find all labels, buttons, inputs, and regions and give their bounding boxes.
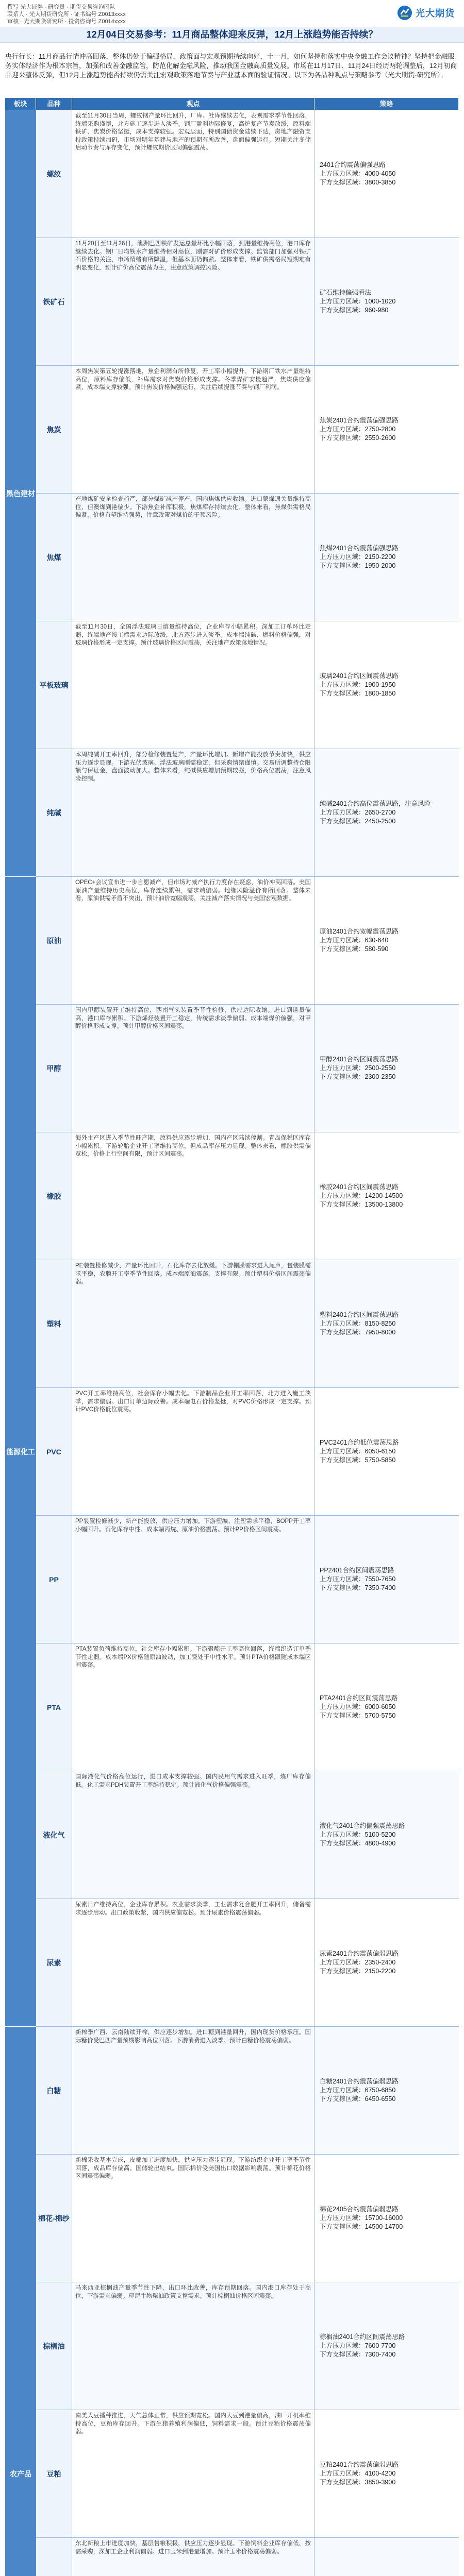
strategy-line: 原油2401合约宽幅震荡思路 [320, 928, 399, 935]
strategy-line: 上方压力区域：8150-8250 [320, 1320, 396, 1327]
strategy-line: 2401合约震荡偏强思路 [320, 161, 386, 168]
brand-logo-text: 光大期货 [416, 8, 455, 19]
strategy-line: 下方支撑区域：3850-3900 [320, 2479, 396, 2486]
variety-name: 铁矿石 [36, 238, 72, 366]
view-text: 国内甲醇装置开工维持高位，西南气头装置季节性检修，供应边际收缩。进口到港量偏高，港口库存累积。下游烯烃装置开工稳定，传统需求淡季偏弱。成本端煤价偏强，对甲醇价格形成支撑。预计甲醇价格区间震荡。 [72, 1005, 314, 1132]
strategy-line: 上方压力区域：6750-6850 [320, 2087, 396, 2094]
variety-name: 焦煤 [36, 494, 72, 621]
sector-cell: 农产品 [5, 2027, 36, 2576]
strategy-line: 橡胶2401合约区间震荡思路 [320, 1183, 399, 1191]
strategy-cell [314, 366, 459, 494]
variety-name: 尿素 [36, 1899, 72, 2027]
view-text: PE装置检修减少，产量环比回升，石化库存去化放缓。下游棚膜需求进入尾声，包装膜需求平稳，农膜开工率季节性回落。成本端原油震荡，支撑有限。预计塑料价格区间震荡偏弱。 [72, 1260, 314, 1388]
strategy-line: 棉花2405合约震荡偏弱思路 [320, 2206, 399, 2213]
strategy-line: 下方支撑区域：13500-13800 [320, 1201, 403, 1208]
strategy-cell [314, 1388, 459, 1516]
title-band [0, 27, 464, 43]
view-text: 本周纯碱开工率回升，部分检修装置复产，产量环比增加。新增产能投放节奏加快，供应压力逐步显现。下游光伏玻璃、浮法玻璃刚需稳定，但采购情绪谨慎。交易所调整持仓限额与保证金，盘面波动加大。整体来看，纯碱供应增加预期较强，价格高位震荡，注意风险控制。 [72, 749, 314, 877]
strategy-cell [314, 1132, 459, 1260]
strategy-line: 下方支撑区域：2550-2600 [320, 434, 396, 442]
strategy-line: 下方支撑区域：7950-8000 [320, 1329, 396, 1336]
strategy-line: 下方支撑区域：5750-5850 [320, 1456, 396, 1464]
strategy-line: 上方压力区域：5100-5200 [320, 1831, 396, 1838]
view-text: 新棉采收基本完成，皮棉加工进度加快，供应压力逐步显现。下游纺织企业开工率季节性回落，成品库存偏高。国储轮出结束。国际棉价受美国出口数据影响震荡。预计棉花价格区间震荡偏弱。 [72, 2155, 314, 2282]
strategy-line: 上方压力区域：2750-2800 [320, 426, 396, 433]
strategy-cell [314, 1516, 459, 1643]
view-text: 东北新粮上市进度加快，基层售粮积极，供应压力逐步显现。下游饲料企业库存偏低，按需采购，深加工企业利润偏弱。进口玉米到港量增加。预计玉米价格震荡偏弱。 [72, 2538, 314, 2576]
strategy-line: 豆粕2401合约震荡偏弱思路 [320, 2461, 399, 2468]
strategy-line: 液化气2401合约偏强震荡思路 [320, 1822, 405, 1829]
strategy-line: 上方压力区域：4000-4050 [320, 170, 396, 177]
analyst-line: 联系人 · 光大期货研究所 · 证书编号 Z0013xxxx [7, 11, 126, 18]
strategy-line: 上方压力区域：14200-14500 [320, 1192, 403, 1199]
strategy-cell [314, 1771, 459, 1899]
view-text: OPEC+会议宣布进一步自愿减产，但市场对减产执行力度存在疑虑，油价冲高回落。美国原油产量维持历史高位，库存连续累积，需求端偏弱。地缘风险溢价有所回落。整体来看，原油供需矛盾不突出，预计油价宽幅震荡，关注减产落实情况与美国宏观数据。 [72, 877, 314, 1005]
strategy-line: 下方支撑区域：1950-2000 [320, 562, 396, 569]
strategy-line: 下方支撑区域：5700-5750 [320, 1712, 396, 1719]
view-text: 截至11月30日当周，螺纹钢产量环比回升，厂库、社库继续去化，表观需求季节性回落，终端采购谨慎，北方施工逐步进入淡季。钢厂盈利边际修复，高炉复产节奏放缓，原料端铁矿、焦炭价格坚挺，成本支撑较强。宏观层面，特别国债资金陆续下达，房地产融资支持政策持续加码，市场对明年基建与地产的预期有所改善，盘面偏强运行。短期关注冬储启动节奏与库存变化，预计螺纹期价区间偏强震荡。 [72, 110, 314, 238]
variety-name: 豆粕 [36, 2410, 72, 2538]
strategy-line: 上方压力区域：15700-16000 [320, 2214, 403, 2222]
strategy-line: 上方压力区域：4100-4200 [320, 2470, 396, 2477]
column-header: 观点 [72, 98, 314, 110]
strategy-cell [314, 749, 459, 877]
variety-name: PP [36, 1516, 72, 1643]
strategy-line: 棕榈油2401合约区间震荡思路 [320, 2333, 405, 2341]
strategy-line: 上方压力区域：2350-2400 [320, 1959, 396, 1966]
strategy-line: 下方支撑区域：3800-3850 [320, 179, 396, 186]
variety-name: 甲醇 [36, 1005, 72, 1132]
view-text: 海外主产区进入季节性旺产期，原料供应逐步增加，国内产区陆续停割。青岛保税区库存小幅累积。下游轮胎企业开工率维持高位，但成品库存压力显现。整体来看，橡胶供需偏宽松，价格上行空间有限，预计区间震荡。 [72, 1132, 314, 1260]
strategy-line: 尿素2401合约震荡偏弱思路 [320, 1950, 399, 1957]
strategy-cell [314, 2155, 459, 2282]
strategy-line: 上方压力区域：7600-7700 [320, 2342, 396, 2349]
strategy-line: 下方支撑区域：14500-14700 [320, 2223, 403, 2230]
sector-cell: 黑色建材 [5, 110, 36, 877]
strategy-line: 下方支撑区域：7300-7400 [320, 2351, 396, 2358]
strategy-line: 下方支撑区域：2150-2200 [320, 1968, 396, 1975]
strategy-line: 上方压力区域：2650-2700 [320, 809, 396, 816]
strategy-line: 下方支撑区域：580-590 [320, 945, 389, 953]
column-header: 板块 [5, 98, 36, 110]
strategy-cell [314, 238, 459, 366]
strategy-line: 焦煤2401合约震荡偏强思路 [320, 545, 399, 552]
strategy-line: 上方压力区域：6050-6150 [320, 1448, 396, 1455]
strategy-line: 玻璃2401合约区间震荡思路 [320, 672, 399, 680]
strategy-cell [314, 2410, 459, 2538]
view-text: 马来西亚棕榈油产量季节性下降，出口环比改善，库存预期回落。国内港口库存处于高位，下游需求偏弱。印尼生物柴油政策支撑需求。预计棕榈油价格区间震荡。 [72, 2282, 314, 2410]
strategy-cell [314, 1643, 459, 1771]
variety-name: PTA [36, 1643, 72, 1771]
view-text: 尿素日产维持高位，企业库存累积。农业需求淡季，工业需求复合肥开工率回升，储备需求逐步启动。出口政策收紧，国内供应偏宽松。预计尿素价格震荡偏弱。 [72, 1899, 314, 2027]
variety-name [36, 2538, 72, 2576]
strategy-line: 矿石维持偏强看法 [320, 289, 372, 296]
strategy-line: 上方压力区域：6000-6050 [320, 1703, 396, 1710]
brand-logo [397, 4, 455, 22]
view-text: PTA装置负荷维持高位，社会库存小幅累积。下游聚酯开工率高位回落，终端织造订单季节性走弱。成本端PX价格随原油波动，加工费处于中性水平。预计PTA价格跟随成本端区间震荡。 [72, 1643, 314, 1771]
strategy-line: 上方压力区域：630-640 [320, 937, 389, 944]
variety-name: 橡胶 [36, 1132, 72, 1260]
strategy-line: 甲醇2401合约区间震荡思路 [320, 1056, 399, 1063]
strategy-line: 下方支撑区域：2450-2500 [320, 818, 396, 825]
strategy-line: 下方支撑区域：4800-4900 [320, 1840, 396, 1847]
strategy-line: 焦炭2401合约震荡偏强思路 [320, 417, 399, 424]
variety-name: 棕榈油 [36, 2282, 72, 2410]
variety-name: 螺纹 [36, 110, 72, 238]
strategy-line: 上方压力区域：1900-1950 [320, 681, 396, 688]
variety-name: 棉花-棉纱 [36, 2155, 72, 2282]
strategy-line: PVC2401合约低位震荡思路 [320, 1439, 399, 1446]
variety-name: 平板玻璃 [36, 621, 72, 749]
strategy-cell [314, 1260, 459, 1388]
variety-name: PVC [36, 1388, 72, 1516]
strategy-cell [314, 1899, 459, 2027]
variety-name: 原油 [36, 877, 72, 1005]
strategy-line: 下方支撑区域：7350-7400 [320, 1584, 396, 1591]
brand-logo-icon [397, 5, 412, 21]
analyst-line: 审核 · 光大期货研究所 · 投资咨询号 Z0014xxxx [7, 19, 126, 25]
strategy-cell [314, 2538, 459, 2576]
variety-name: 液化气 [36, 1771, 72, 1899]
view-text: PP装置检修减少，新产能投放，供应压力增加。下游塑编、注塑需求平稳，BOPP开工率小幅回升。石化库存中性。成本端丙烷、原油价格震荡。预计PP价格区间震荡。 [72, 1516, 314, 1643]
strategy-line: 下方支撑区域：6450-6550 [320, 2095, 396, 2103]
intro-paragraph: 央行行长：11月商品行情冲高回落，整体仍处于偏强格局，政策面与宏观预期持续向好，十一月，如何坚持和落实中央金融工作会议精神？坚持把金融服务实体经济作为根本宗旨，加强和改善金融监管，防范化解金融风险，推动我国金融高质量发展。市场在11月17日、11月24日经历两轮调整后，12月初商品迎来整体反弹，但12月上涨趋势能否持续仍需关注宏观政策落地节奏与产业基本面的验证情况。以下为各品种观点与策略参考（光大期货·研究所）。 [5, 53, 457, 79]
strategy-line: 上方压力区域：2500-2550 [320, 1064, 396, 1072]
view-text: 国际液化气价格高位运行，进口成本支撑较强。国内民用气需求进入旺季，炼厂库存偏低。化工需求PDH装置开工率维持稳定。预计液化气价格偏强震荡。 [72, 1771, 314, 1899]
view-text: 11月20日至11月26日，澳洲巴西铁矿发运总量环比小幅回落，到港量维持高位，港口库存继续去化。钢厂日均铁水产量维持相对高位，刚需对矿价形成支撑。监管部门加强对铁矿石价格的关注，市场情绪有所降温，但基本面仍偏紧。整体来看，铁矿供需格局短期难有明显变化，预计矿价高位震荡为主，注意政策调控风险。 [72, 238, 314, 366]
strategy-line: 下方支撑区域：1800-1850 [320, 690, 396, 697]
strategy-line: PP2401合约区间震荡思路 [320, 1567, 394, 1574]
strategy-cell [314, 2027, 459, 2155]
variety-name: 白糖 [36, 2027, 72, 2155]
strategy-line: PTA2401合约区间震荡思路 [320, 1694, 398, 1702]
view-text: 产地煤矿安全检查趋严，部分煤矿减产停产，国内焦煤供应收缩。进口蒙煤通关量维持高位，但澳煤到港偏少。下游焦企补库积极，焦煤库存持续去化。整体来看，焦煤供需格局偏紧，价格有望维持强势，注意政策对煤价的干预风险。 [72, 494, 314, 621]
column-header: 品种 [36, 98, 72, 110]
strategy-cell [314, 877, 459, 1005]
strategy-line: 上方压力区域：1000-1020 [320, 298, 396, 305]
column-header: 策略 [314, 98, 459, 110]
top-bar [0, 0, 464, 27]
strategy-line: 下方支撑区域：2300-2350 [320, 1073, 396, 1080]
report-title: 12月04日交易参考：11月商品整体迎来反弹，12月上涨趋势能否持续？ [86, 29, 378, 40]
strategy-line: 上方压力区域：7550-7650 [320, 1575, 396, 1583]
strategy-cell [314, 621, 459, 749]
strategy-cell [314, 1005, 459, 1132]
strategy-line: 塑料2401合约区间震荡思路 [320, 1311, 399, 1318]
strategy-cell [314, 2282, 459, 2410]
view-text: 新榨季广西、云南陆续开榨，供应逐步增加。进口糖到港量回升，国内现货价格承压。国际糖价受巴西产量预期影响高位回落。下游消费进入淡季。预计白糖价格震荡偏弱。 [72, 2027, 314, 2155]
view-text: 本周焦炭第五轮提涨落地，焦企利润有所修复，开工率小幅提升。下游钢厂铁水产量维持高位，原料库存偏低，补库需求对焦炭价格形成支撑。冬季煤矿安检趋严，焦煤供应偏紧，成本端支撑较强。预计焦炭价格偏强运行，关注后续提涨节奏与钢厂利润。 [72, 366, 314, 494]
strategy-line: 下方支撑区域：960-980 [320, 307, 389, 314]
variety-name: 焦炭 [36, 366, 72, 494]
analyst-line: 撰写 光大证券 · 研究员 · 期货交易咨询团队 [7, 4, 115, 10]
view-text: 南美大豆播种推进，天气总体正常，供应预期宽松。国内大豆到港量偏高，油厂开机率维持高位，豆粕库存回升。下游生猪养殖利润偏低，饲料需求一般。预计豆粕价格震荡偏弱。 [72, 2410, 314, 2538]
strategy-cell [314, 494, 459, 621]
strategy-line: 纯碱2401合约高位震荡思路，注意风险 [320, 800, 431, 807]
variety-name: 塑料 [36, 1260, 72, 1388]
strategy-cell [314, 110, 459, 238]
variety-name: 纯碱 [36, 749, 72, 877]
sector-cell: 能源化工 [5, 877, 36, 2027]
view-text: PVC开工率维持高位，社会库存小幅去化。下游制品企业开工率回落，北方进入施工淡季，需求偏弱。出口订单边际改善。成本端电石价格坚挺，对PVC价格形成一定支撑。预计PVC价格低位震荡。 [72, 1388, 314, 1516]
strategy-line: 白糖2401合约震荡偏弱思路 [320, 2078, 399, 2085]
reference-table [5, 98, 459, 2576]
strategy-line: 上方压力区域：2150-2200 [320, 553, 396, 561]
view-text: 截至11月30日，全国浮法玻璃日熔量维持高位，企业库存小幅累积。深加工订单环比走弱，终端地产竣工端需求边际放缓，北方逐步进入淡季。成本端纯碱、燃料价格偏强，对玻璃价格形成一定支撑。预计玻璃价格区间震荡，关注地产政策落地情况。 [72, 621, 314, 749]
